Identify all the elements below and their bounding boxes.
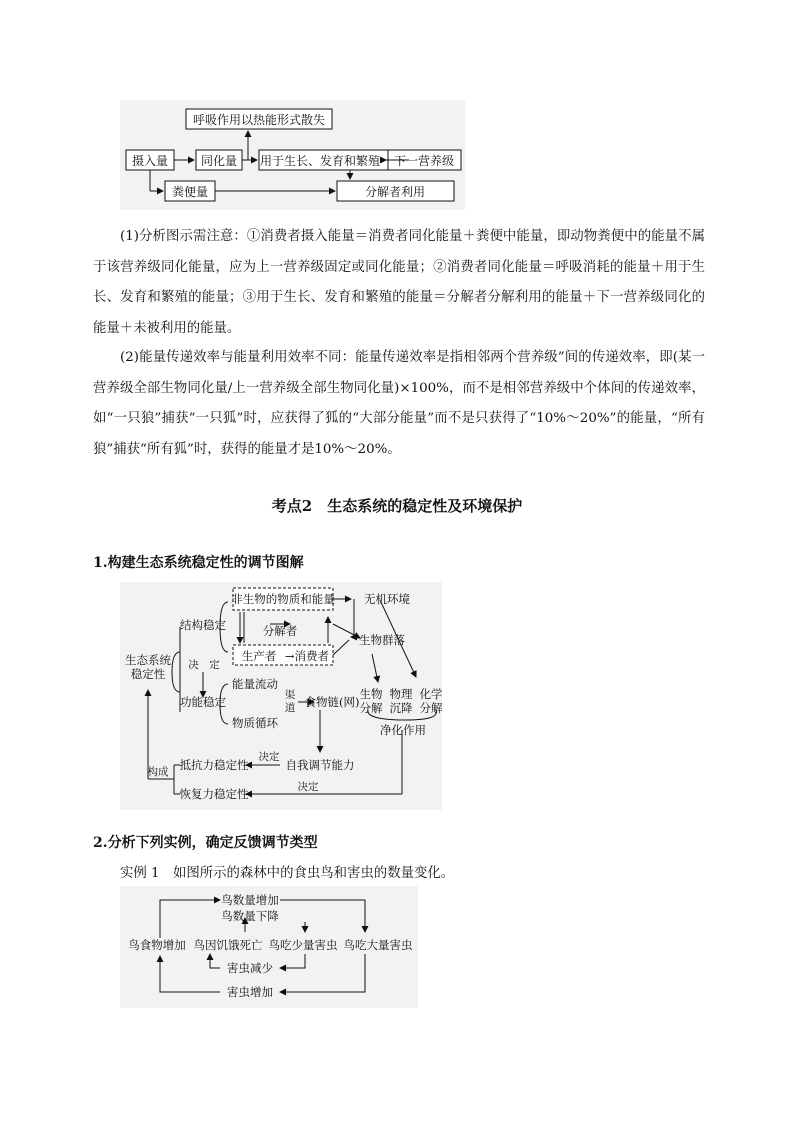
self-regulation-label: 自我调节能力 [285, 758, 355, 772]
growth-label: 用于生长、发育和繁殖 [259, 154, 381, 168]
ecosystem-stability-label: 生态系统稳定性 [125, 653, 171, 681]
subheading-1: 1.构建生态系统稳定性的调节图解 [93, 555, 304, 571]
eat-few-label: 鸟吃少量害虫 [268, 938, 338, 952]
community-label: 生物群落 [359, 633, 405, 647]
paragraph-1: (1)分析图示需注意：①消费者摄入能量＝消费者同化能量＋粪便中能量，即动物粪便中的能量不属于该营养级同化能量，应为上一营养级固定或同化能量；②消费者同化能量＝呼吸消耗的能量＋用于生长、发育和繁殖的能量；③用于生长、发育和繁殖的能量＝分解者分解利用的能量＋下一营养级同化的能量＋未被利用的能量。 [93, 229, 705, 336]
starve-label: 鸟因饥饿死亡 [193, 938, 263, 952]
consumer-label: →消费者 [284, 649, 330, 663]
assimilation-label: 同化量 [200, 154, 238, 168]
chem-decomp-label: 化学分解 [419, 687, 442, 715]
decide2-label: 决定 [258, 751, 280, 763]
channel-label: 渠道 [284, 689, 296, 714]
section-title: 考点2 生态系统的稳定性及环境保护 [271, 497, 523, 515]
decomposer-label: 分解者利用 [364, 185, 426, 199]
function-stable-label: 功能稳定 [180, 695, 226, 709]
intake-label: 摄入量 [131, 154, 169, 168]
bio-decomp-label: 生物分解 [359, 687, 383, 715]
food-chain-label: 食物链(网) [304, 695, 360, 709]
nonliving-label: 非生物的物质和能量 [231, 592, 335, 606]
energy-flow-diagram [120, 100, 465, 210]
stability-diagram [120, 582, 442, 810]
resilience-label: 恢复力稳定性 [179, 787, 249, 801]
food-increase-label: 鸟食物增加 [128, 938, 186, 952]
bird-increase-label: 鸟数量增加 [221, 893, 279, 907]
feces-label: 粪便量 [171, 185, 209, 199]
pest-increase-label: 害虫增加 [227, 985, 273, 999]
pest-decrease-label: 害虫减少 [227, 961, 273, 975]
example-1: 实例 1 如图所示的森林中的食虫鸟和害虫的数量变化。 [120, 866, 455, 881]
producer-label: 生产者 [241, 649, 277, 663]
resistance-label: 抵抗力稳定性 [179, 758, 249, 772]
respiration-label: 呼吸作用以热能形式散失 [192, 113, 326, 127]
purification-label: 净化作用 [380, 723, 426, 737]
compose-label: 构成 [147, 766, 169, 778]
structure-stable-label: 结构稳定 [180, 618, 226, 632]
inorganic-env-label: 无机环境 [364, 592, 410, 606]
subheading-2: 2.分析下列实例，确定反馈调节类型 [93, 835, 318, 851]
decide3-label: 决定 [297, 781, 319, 793]
paragraph-2: (2)能量传递效率与能量利用效率不同：能量传递效率是指相邻两个营养级”间的传递效率，即(某一营养级全部生物同化量/上一营养级全部生物同化量)×100%，而不是相邻营养级中个体间的传递效率，如“一只狼”捕获“一只狐”时，应获得了狐的“大部分能量”而不是只获得了“10%～20%”的能量，“所有狼”捕获“所有狐”时，获得的能量才是10%～20%。 [93, 350, 705, 457]
decide-label: 决 定 [188, 659, 220, 671]
eat-many-label: 鸟吃大量害虫 [343, 938, 413, 952]
energy-flow-label: 能量流动 [232, 677, 278, 691]
next-level-label: 下一营养级 [393, 154, 455, 168]
feedback-diagram [120, 886, 418, 1008]
decomposer-label-2: 分解者 [262, 624, 298, 638]
phys-settle-label: 物理沉降 [389, 687, 413, 715]
material-cycle-label: 物质循环 [232, 716, 278, 730]
bird-decrease-label: 鸟数量下降 [221, 909, 279, 923]
